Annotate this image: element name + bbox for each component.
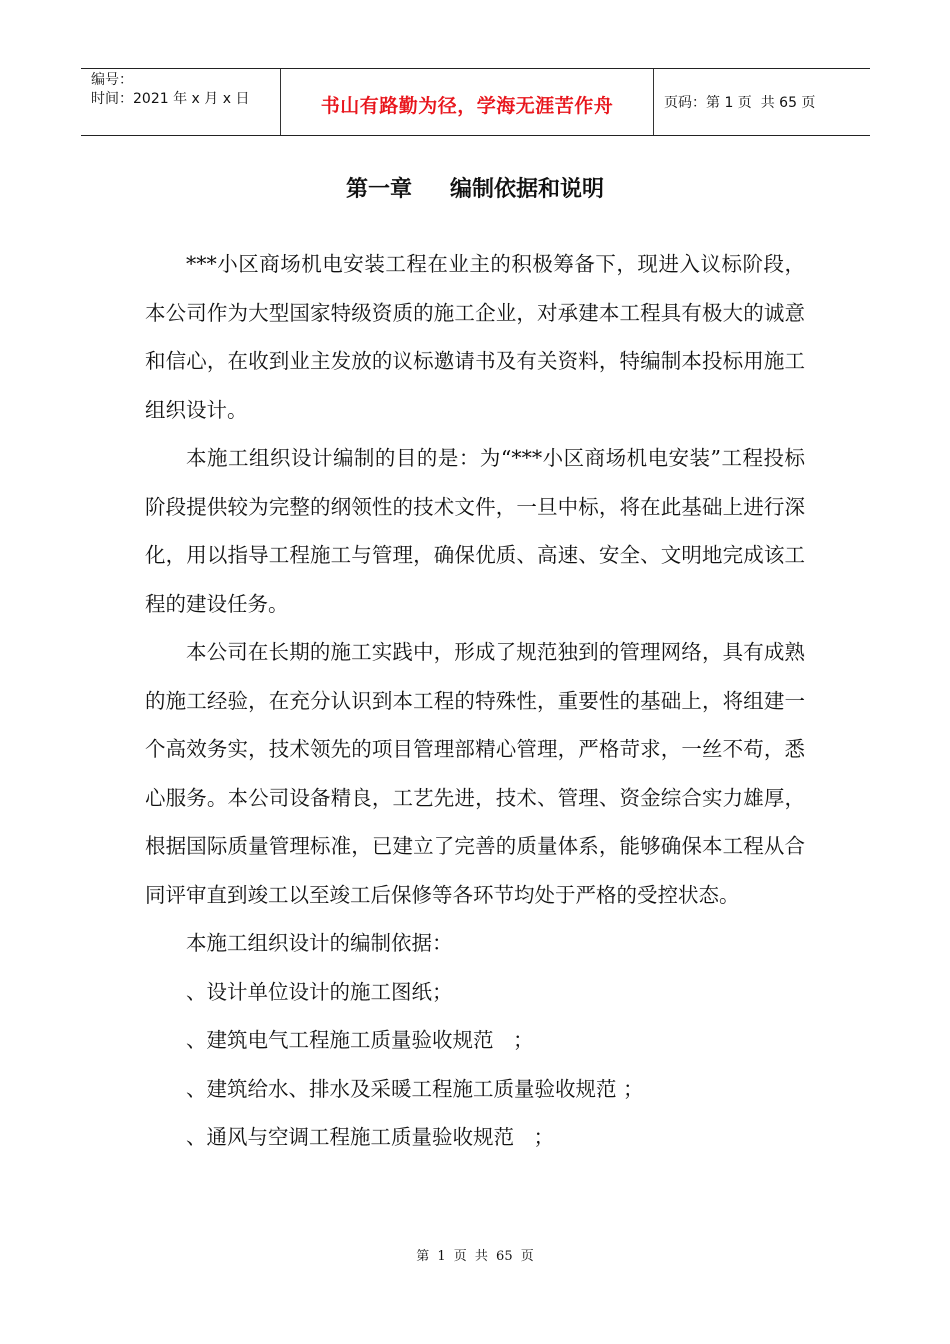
paragraph: 本施工组织设计编制的目的是：为“***小区商场机电安装”工程投标阶段提供较为完整的纲领性的技术文件，一旦中标，将在此基础上进行深化，用以指导工程施工与管理，确保优质、高速、安全、文明地完成该工程的建设任务。 [145, 446, 805, 616]
basis-list-item: 、设计单位设计的施工图纸； [186, 979, 453, 1004]
paragraph: ***小区商场机电安装工程在业主的积极筹备下，现进入议标阶段，本公司作为大型国家特级资质的施工企业，对承建本工程具有极大的诚意和信心，在收到业主发放的议标邀请书及有关资料，特编制本投标用施工组织设计。 [145, 252, 805, 422]
basis-list-item: 、通风与空调工程施工质量验收规范 ； [186, 1125, 555, 1149]
page-header-table [81, 68, 870, 136]
header-meta-cell [81, 69, 281, 135]
basis-list-item: 、建筑电气工程施工质量验收规范 ； [186, 1028, 534, 1052]
basis-list-item: 、建筑给水、排水及采暖工程施工质量验收规范 ； [186, 1076, 644, 1101]
document-date-label: 时间：2021 年 x 月 x 日 [91, 91, 250, 107]
paragraph: 本公司在长期的施工实践中，形成了规范独到的管理网络，具有成熟的施工经验，在充分认识到本工程的特殊性，重要性的基础上，将组建一个高效务实，技术领先的项目管理部精心管理，严格苛求，一丝不苟，悉心服务。本公司设备精良，工艺先进，技术、管理、资金综合实力雄厚，根据国际质量管理标准，已建立了完善的质量体系，能够确保本工程从合同评审直到竣工以至竣工后保修等各环节均处于严格的受控状态。 [145, 640, 805, 907]
page-footer [0, 1245, 950, 1264]
document-body [145, 240, 805, 1162]
document-number-label: 编号： [91, 72, 133, 88]
header-motto: 书山有路勤为径，学海无涯苦作舟 [320, 94, 614, 117]
chapter-heading [0, 172, 950, 204]
header-page-cell [654, 69, 870, 135]
footer-page-number: 第 1 页 共 65 页 [416, 1249, 534, 1264]
header-motto-cell [281, 69, 654, 135]
chapter-title: 编制依据和说明 [450, 177, 605, 202]
header-page-info: 页码：第 1 页 共 65 页 [664, 95, 816, 111]
paragraph: 本施工组织设计的编制依据： [186, 931, 453, 955]
chapter-number: 第一章 [345, 177, 412, 202]
